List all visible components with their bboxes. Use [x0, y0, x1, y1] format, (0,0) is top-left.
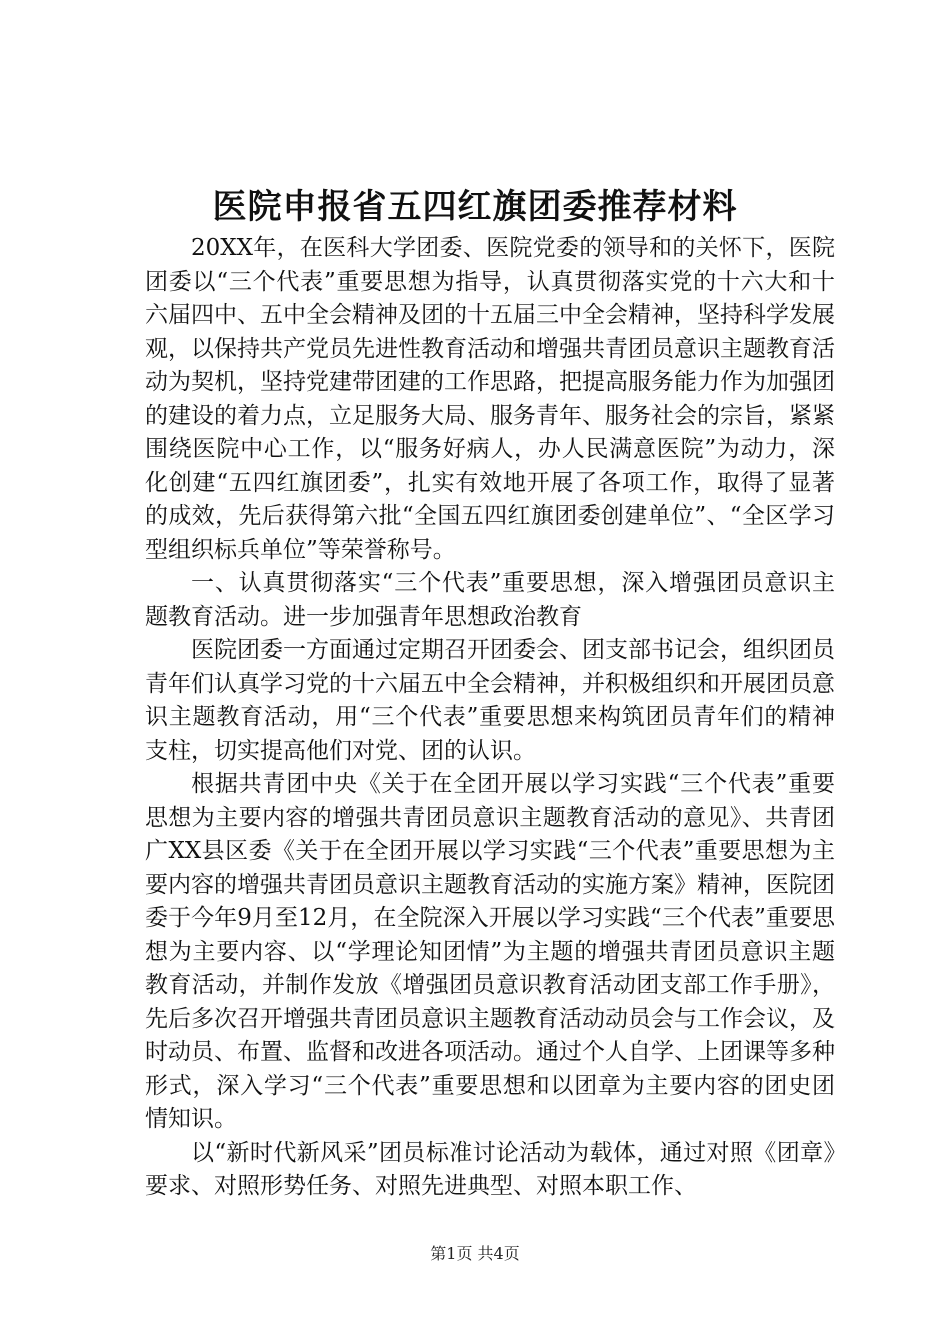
paragraph-education-activity: 根据共青团中央《关于在全团开展以学习实践“三个代表”重要思想为主要内容的增强共青团员意识主题教育活动的意见》、共青团广XX县区委《关于在全团开展以学习实践“三个代表”重要思想为主要内容的增强共青团员意识主题教育活动的实施方案》精神，医院团委于今年9月至12月，在全院深入开展以学习实践“三个代表”重要思想为主要内容、以“学理论知团情”为主题的增强共青团员意识主题教育活动，并制作发放《增强团员意识教育活动团支部工作手册》，先后多次召开增强共青团员意识主题教育活动动员会与工作会议，及时动员、布置、监督和改进各项活动。通过个人自学、上团课等多种形式，深入学习“三个代表”重要思想和以团章为主要内容的团史团情知识。: [145, 771, 835, 1132]
page-number-footer: 第1页 共4页: [430, 1244, 520, 1263]
document-body: [145, 232, 835, 1204]
paragraph-intro: 20XX年，在医科大学团委、医院党委的领导和的关怀下，医院团委以“三个代表”重要思想为指导，认真贯彻落实党的十六大和十六届四中、五中全会精神及团的十五届三中全会精神，坚持科学发展观，以保持共产党员先进性教育活动和增强共青团员意识主题教育活动为契机，坚持党建带团建的工作思路，把提高服务能力作为加强团的建设的着力点，立足服务大局、服务青年、服务社会的宗旨，紧紧围绕医院中心工作，以“服务好病人，办人民满意医院”为动力，深化创建“五四红旗团委”，扎实有效地开展了各项工作，取得了显著的成效，先后获得第六批“全国五四红旗团委创建单位”、“全区学习型组织标兵单位”等荣誉称号。: [145, 235, 835, 563]
document-title: 医院申报省五四红旗团委推荐材料: [212, 187, 738, 227]
paragraph-new-era-discussion: 以“新时代新风采”团员标准讨论活动为载体，通过对照《团章》要求、对照形势任务、对照先进典型、对照本职工作、: [145, 1139, 835, 1199]
paragraph-study-meetings: 医院团委一方面通过定期召开团委会、团支部书记会，组织团员青年们认真学习党的十六届五中全会精神，并积极组织和开展团员意识主题教育活动，用“三个代表”重要思想来构筑团员青年们的精神支柱，切实提高他们对党、团的认识。: [145, 637, 835, 764]
paragraph-section-heading: 一、认真贯彻落实“三个代表”重要思想，深入增强团员意识主题教育活动。进一步加强青年思想政治教育: [145, 570, 835, 630]
